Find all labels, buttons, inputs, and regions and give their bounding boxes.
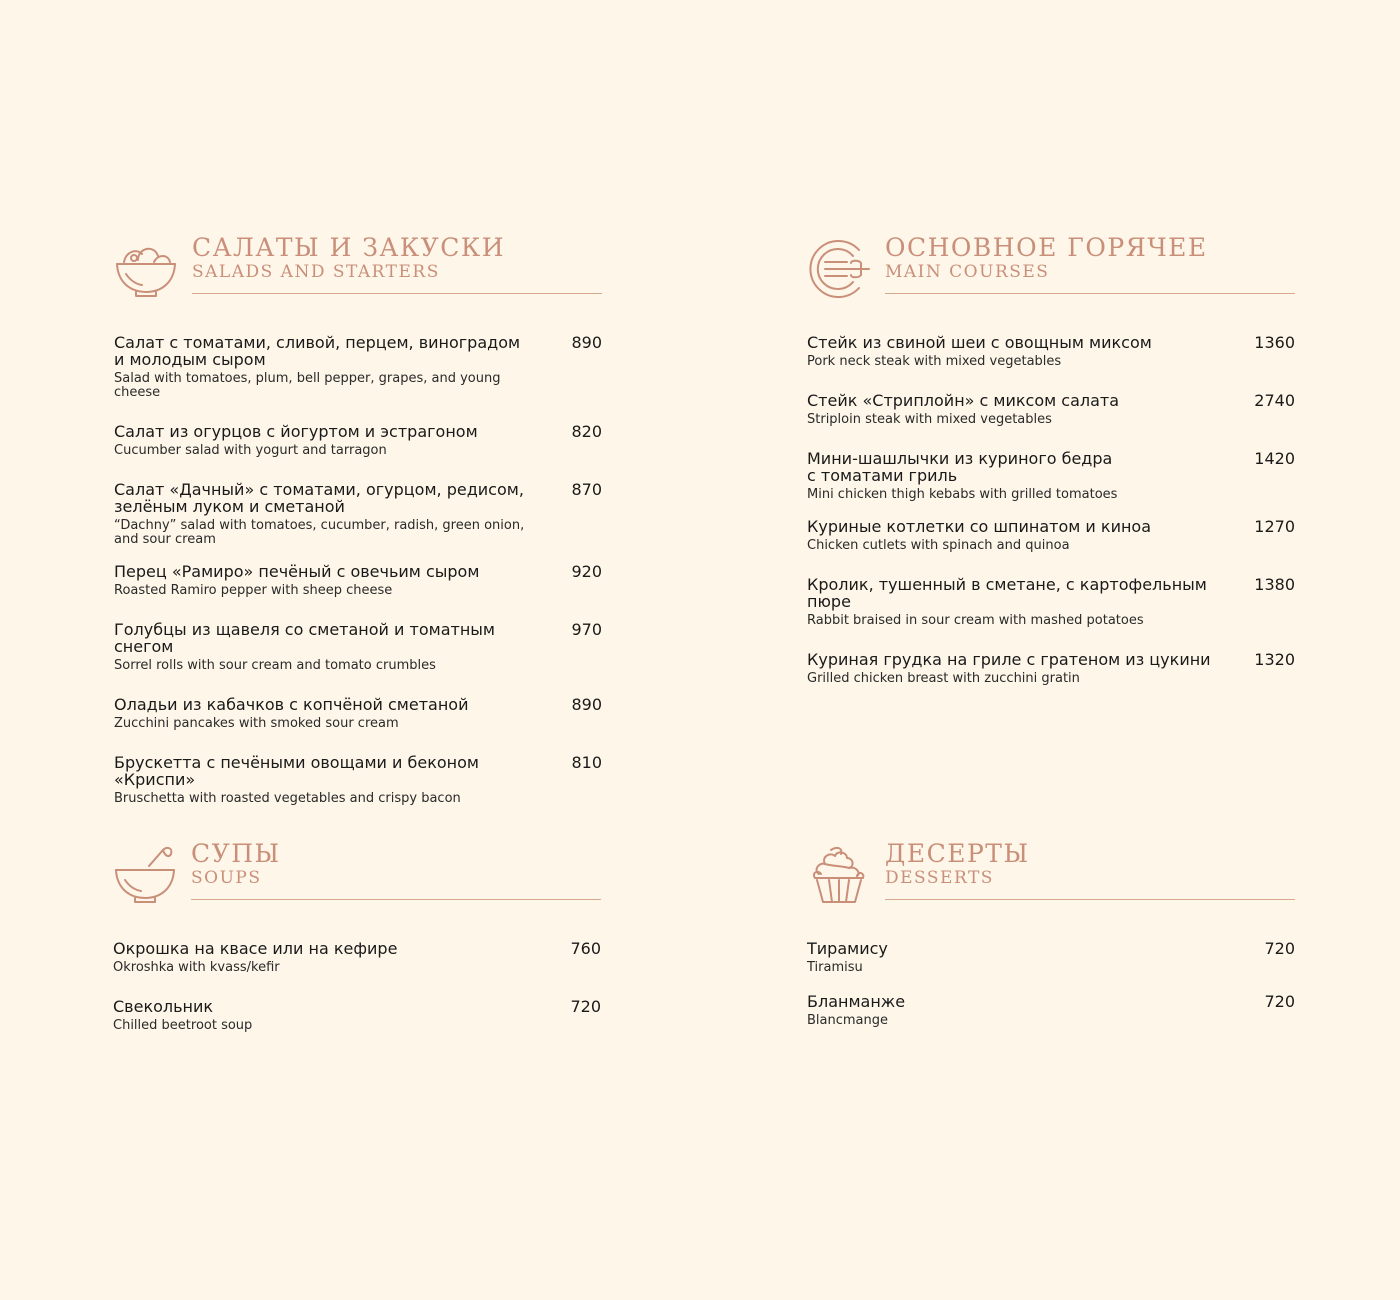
desserts-title-en: DESSERTS	[885, 868, 994, 888]
salads-items	[114, 334, 602, 806]
menu-item-price: 810	[571, 753, 602, 772]
menu-item-name: Салат «Дачный» с томатами, огурцом, редисом, зелёным луком и сметаной	[114, 480, 524, 516]
menu-item-description: Sorrel rolls with sour cream and tomato crumbles	[114, 658, 436, 673]
menu-item-name: Окрошка на квасе или на кефире	[113, 939, 398, 958]
menu-item-price: 920	[571, 562, 602, 581]
desserts-section	[807, 840, 1295, 1028]
menu-item-name: Перец «Рамиро» печёный с овечьим сыром	[114, 562, 480, 581]
menu-item-description: Rabbit braised in sour cream with mashed potatoes	[807, 613, 1144, 628]
menu-item-name: Куриная грудка на гриле с гратеном из цукини	[807, 650, 1211, 669]
menu-item	[807, 651, 1295, 686]
menu-item-name: Куриные котлетки со шпинатом и киноа	[807, 517, 1152, 536]
salads-section	[114, 234, 602, 806]
soups-titles	[191, 840, 601, 900]
menu-item-name: Тирамису	[807, 939, 888, 958]
plate-fork-icon	[807, 238, 871, 300]
menu-item	[114, 563, 602, 598]
menu-item-name: Стейк из свиной шеи с овощным миксом	[807, 333, 1152, 352]
mains-title-en: MAIN COURSES	[885, 262, 1050, 282]
menu-item-price: 970	[571, 620, 602, 639]
soups-items	[113, 940, 601, 1033]
soups-title-en: SOUPS	[191, 868, 262, 888]
menu-item-name: Стейк «Стриплойн» с миксом салата	[807, 391, 1120, 410]
menu-item-description: Pork neck steak with mixed vegetables	[807, 354, 1062, 369]
menu-item-price: 820	[571, 422, 602, 441]
menu-item-description: Chicken cutlets with spinach and quinoa	[807, 538, 1070, 553]
menu-item-description: Salad with tomatoes, plum, bell pepper, grapes, and young cheese	[114, 371, 501, 400]
menu-item	[114, 423, 602, 458]
menu-item-description: Cucumber salad with yogurt and tarragon	[114, 443, 387, 458]
menu-item	[807, 518, 1295, 553]
menu-item-price: 1360	[1254, 333, 1295, 352]
menu-item-description: Grilled chicken breast with zucchini gratin	[807, 671, 1080, 686]
menu-item-price: 720	[1264, 992, 1295, 1011]
desserts-header	[807, 840, 1295, 906]
menu-item	[807, 392, 1295, 427]
menu-item-description: Blancmange	[807, 1013, 889, 1028]
menu-item-price: 870	[571, 480, 602, 499]
salads-title-en: SALADS AND STARTERS	[192, 262, 440, 282]
menu-item-description: Bruschetta with roasted vegetables and crispy bacon	[114, 791, 461, 806]
salads-titles	[192, 234, 602, 294]
menu-item-price: 1270	[1254, 517, 1295, 536]
menu-item-price: 1320	[1254, 650, 1295, 669]
menu-item	[807, 450, 1295, 502]
soups-title-ru: СУПЫ	[191, 839, 281, 868]
menu-item-name: Брускетта с печёными овощами и беконом «Криспи»	[114, 753, 479, 789]
menu-item	[114, 754, 602, 806]
menu-item	[807, 993, 1295, 1028]
menu-item-name: Салат из огурцов с йогуртом и эстрагоном	[114, 422, 478, 441]
menu-item-name: Мини-шашлычки из куриного бедра с томатами гриль	[807, 449, 1113, 485]
salads-title-ru: САЛАТЫ И ЗАКУСКИ	[192, 233, 506, 262]
menu-item	[114, 481, 602, 547]
menu-item-name: Бланманже	[807, 992, 906, 1011]
cupcake-icon	[807, 844, 871, 906]
menu-item	[113, 940, 601, 975]
menu-item	[114, 334, 602, 400]
salads-header	[114, 234, 602, 300]
menu-item-price: 890	[571, 333, 602, 352]
soup-bowl-spoon-icon	[113, 844, 177, 906]
menu-item-description: Zucchini pancakes with smoked sour cream	[114, 716, 399, 731]
menu-item-price: 1380	[1254, 575, 1295, 594]
menu-item	[114, 696, 602, 731]
menu-item-description: Chilled beetroot soup	[113, 1018, 253, 1033]
menu-item-description: Mini chicken thigh kebabs with grilled tomatoes	[807, 487, 1118, 502]
menu-item-price: 720	[570, 997, 601, 1016]
menu-item-description: “Dachny” salad with tomatoes, cucumber, radish, green onion, and sour cream	[114, 518, 525, 547]
menu-item-name: Оладьи из кабачков с копчёной сметаной	[114, 695, 469, 714]
mains-items	[807, 334, 1295, 686]
menu-item	[113, 998, 601, 1033]
soups-header	[113, 840, 601, 906]
menu-item-description: Okroshka with kvass/kefir	[113, 960, 280, 975]
soups-section	[113, 840, 601, 1033]
menu-item	[807, 940, 1295, 975]
menu-item-price: 890	[571, 695, 602, 714]
menu-item-price: 760	[570, 939, 601, 958]
menu-item-name: Кролик, тушенный в сметане, с картофельным пюре	[807, 575, 1207, 611]
menu-item	[114, 621, 602, 673]
menu-item-description: Striploin steak with mixed vegetables	[807, 412, 1052, 427]
menu-item-price: 2740	[1254, 391, 1295, 410]
mains-title-ru: ОСНОВНОЕ ГОРЯЧЕЕ	[885, 233, 1208, 262]
menu-item-name: Голубцы из щавеля со сметаной и томатным снегом	[114, 620, 495, 656]
mains-titles	[885, 234, 1295, 294]
menu-item-name: Свекольник	[113, 997, 214, 1016]
desserts-title-ru: ДЕСЕРТЫ	[885, 839, 1030, 868]
mains-section	[807, 234, 1295, 686]
menu-item	[807, 576, 1295, 628]
menu-item	[807, 334, 1295, 369]
menu-item-description: Roasted Ramiro pepper with sheep cheese	[114, 583, 393, 598]
menu-item-description: Tiramisu	[807, 960, 863, 975]
desserts-titles	[885, 840, 1295, 900]
desserts-items	[807, 940, 1295, 1028]
menu-item-price: 1420	[1254, 449, 1295, 468]
salad-bowl-icon	[114, 238, 178, 300]
menu-item-price: 720	[1264, 939, 1295, 958]
mains-header	[807, 234, 1295, 300]
menu-item-name: Салат с томатами, сливой, перцем, виноградом и молодым сыром	[114, 333, 521, 369]
